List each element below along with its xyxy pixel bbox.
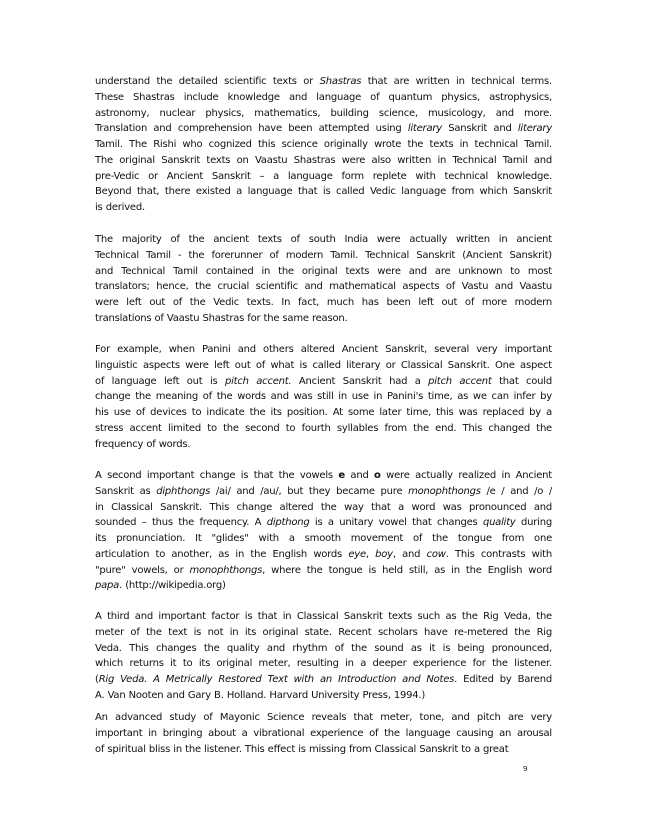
text-line [95, 641, 552, 657]
text-run: astronomy, nuclear physics, mathematics, building science, musicology, and more. [95, 107, 552, 119]
text-run: "pure" vowels, or [95, 564, 190, 576]
text-run: articulation to another, as in the English words [95, 548, 349, 560]
paragraph-shastras-translation [95, 74, 552, 216]
text-line [95, 248, 552, 264]
text-run: Sanskrit as [95, 485, 157, 497]
text-line [95, 200, 552, 216]
text-run: meter of the text is not in its original state. Recent scholars have re-metered the Rig [95, 626, 552, 638]
text-run: Beyond that, there existed a language that is called Vedic language from which Sanskrit [95, 186, 552, 198]
text-line [95, 672, 552, 688]
text-run: translations of Vaastu Shastras for the same reason. [95, 312, 348, 324]
text-run: and [344, 470, 375, 481]
text-line [95, 531, 552, 547]
italic-text: papa [95, 580, 120, 592]
text-line [95, 484, 552, 500]
text-run: . This contrasts with [445, 548, 552, 560]
text-line [95, 468, 552, 484]
text-run: that could [491, 375, 552, 387]
text-run: Tamil. The Rishi who cognized this science originally wrote the texts in technical Tamil. [95, 139, 552, 150]
text-line [95, 137, 552, 153]
text-run: stress accent limited to the second to fourth syllables from the end. This changed the [95, 422, 552, 434]
text-line [95, 726, 552, 742]
text-run: , and [392, 548, 427, 560]
text-line [95, 121, 552, 137]
text-run: its pronunciation. It "glides" with a smooth movement of the tongue from one [95, 533, 552, 544]
italic-text: diphthongs [156, 485, 211, 497]
italic-text: literary [517, 123, 552, 135]
bold-text: o [374, 470, 381, 481]
text-line [95, 74, 552, 90]
text-line [95, 311, 552, 327]
text-line [95, 500, 552, 516]
text-line [95, 710, 552, 726]
text-line [95, 169, 552, 185]
text-line [95, 656, 552, 672]
text-line [95, 295, 552, 311]
text-run: /ai/ and /au/, but they became pure [210, 485, 409, 497]
paragraph-pitch-accent [95, 342, 552, 452]
text-run: For example, when Panini and others altered Ancient Sanskrit, several very important [95, 344, 552, 355]
text-line [95, 688, 552, 704]
text-line [95, 421, 552, 437]
italic-text: cow [426, 548, 446, 560]
italic-text: boy [375, 548, 393, 560]
text-run: is derived. [95, 202, 145, 213]
text-line [95, 153, 552, 169]
text-run: Technical Tamil - the forerunner of modern Tamil. Technical Sanskrit (Ancient Sanskrit) [95, 249, 552, 261]
text-line [95, 184, 552, 200]
text-run: Translation and comprehension have been attempted using [95, 123, 408, 135]
italic-text: monophthongs [408, 485, 481, 497]
text-line [95, 358, 552, 374]
italic-text: dipthong [266, 517, 310, 529]
text-run: were left out of the Vedic texts. In fact, much has been left out of more modern [95, 297, 552, 308]
paragraph-mayonic-science [95, 710, 552, 757]
text-run: of language left out is [95, 375, 225, 387]
italic-text: Shastras [319, 76, 362, 87]
text-run: translators; hence, the crucial scientific and mathematical aspects of Vastu and Vaastu [95, 281, 552, 293]
paragraph-rig-veda-meter [95, 609, 552, 704]
text-line [95, 106, 552, 122]
text-run: , where the tongue is held still, as in the English word [262, 564, 552, 576]
text-run: is a unitary vowel that changes [309, 517, 483, 529]
italic-text: quality [482, 517, 516, 529]
text-line [95, 232, 552, 248]
text-run: Sanskrit and [441, 123, 518, 135]
text-run: An advanced study of Mayonic Science reveals that meter, tone, and pitch are very [95, 712, 552, 723]
bold-text: e [338, 470, 345, 481]
page-number: 9 [523, 765, 528, 773]
text-run: and Technical Tamil contained in the original texts were and are unknown to most [95, 265, 552, 277]
italic-text: literary [407, 123, 442, 135]
text-line [95, 547, 552, 563]
text-run: A second important change is that the vowels [95, 470, 339, 481]
text-line [95, 342, 552, 358]
text-run: which returns it to its original meter, resulting in a deeper experience for the listener. [95, 658, 552, 670]
text-line [95, 389, 552, 405]
text-run: ( [95, 674, 99, 685]
italic-text: pitch accent. [225, 375, 292, 387]
text-run: The original Sanskrit texts on Vaastu Shastras were also written in Technical Tamil and [95, 154, 552, 166]
text-line [95, 374, 552, 390]
text-run: These Shastras include knowledge and language of quantum physics, astrophysics, [95, 91, 552, 103]
text-run: important in bringing about a vibrational experience of the language causing an arousal [95, 727, 552, 739]
text-line [95, 578, 552, 594]
text-run: Ancient Sanskrit had a [291, 375, 429, 387]
text-run: The majority of the ancient texts of south India were actually written in ancient [95, 234, 552, 245]
text-line [95, 437, 552, 453]
text-run: of spiritual bliss in the listener. This effect is missing from Classical Sanskrit to a great [95, 743, 509, 755]
paragraph-ancient-technical-tamil [95, 232, 552, 327]
italic-text: eye [348, 548, 366, 560]
text-run: /e / and /o / [480, 485, 552, 497]
text-line [95, 405, 552, 421]
text-run: A third and important factor is that in Classical Sanskrit texts such as the Rig Veda, the [95, 611, 552, 622]
text-run: were actually realized in Ancient [380, 470, 552, 481]
text-line [95, 563, 552, 579]
italic-text: monophthongs [189, 564, 263, 576]
text-line [95, 279, 552, 295]
text-run: frequency of words. [95, 438, 191, 450]
text-run: that are written in technical terms. [361, 76, 552, 87]
italic-text: pitch accent [428, 375, 492, 387]
text-line [95, 264, 552, 280]
text-line [95, 515, 552, 531]
text-run: change the meaning of the words and was still in use in Panini's time, as we can infer by [95, 391, 552, 403]
text-line [95, 742, 552, 758]
text-run: sounded – thus the frequency. A [95, 517, 267, 529]
text-line [95, 609, 552, 625]
text-run: in Classical Sanskrit. This change altered the way that a word was pronounced and [95, 501, 552, 513]
text-run: Veda. This changes the quality and rhythm of the sound as it is being pronounced, [95, 642, 552, 654]
text-line [95, 625, 552, 641]
text-run: , [365, 548, 376, 560]
text-run: . (http://wikipedia.org) [119, 580, 226, 592]
text-run: his use of devices to indicate the its position. At some later time, this was replaced by a [95, 407, 552, 418]
text-run: understand the detailed scientific texts or [95, 76, 320, 87]
text-run: linguistic aspects were left out of what is called literary or Classical Sanskrit. One aspect [95, 359, 552, 371]
text-run: during [515, 517, 552, 529]
italic-text: Rig Veda. A Metrically Restored Text with an Introduction and Notes [98, 674, 455, 685]
text-line [95, 90, 552, 106]
paragraph-diphthongs [95, 468, 552, 594]
text-run: pre-Vedic or Ancient Sanskrit – a language form replete with technical knowledge. [95, 170, 552, 182]
text-run: A. Van Nooten and Gary B. Holland. Harvard University Press, 1994.) [95, 689, 426, 701]
text-run: . Edited by Barend [454, 674, 552, 685]
